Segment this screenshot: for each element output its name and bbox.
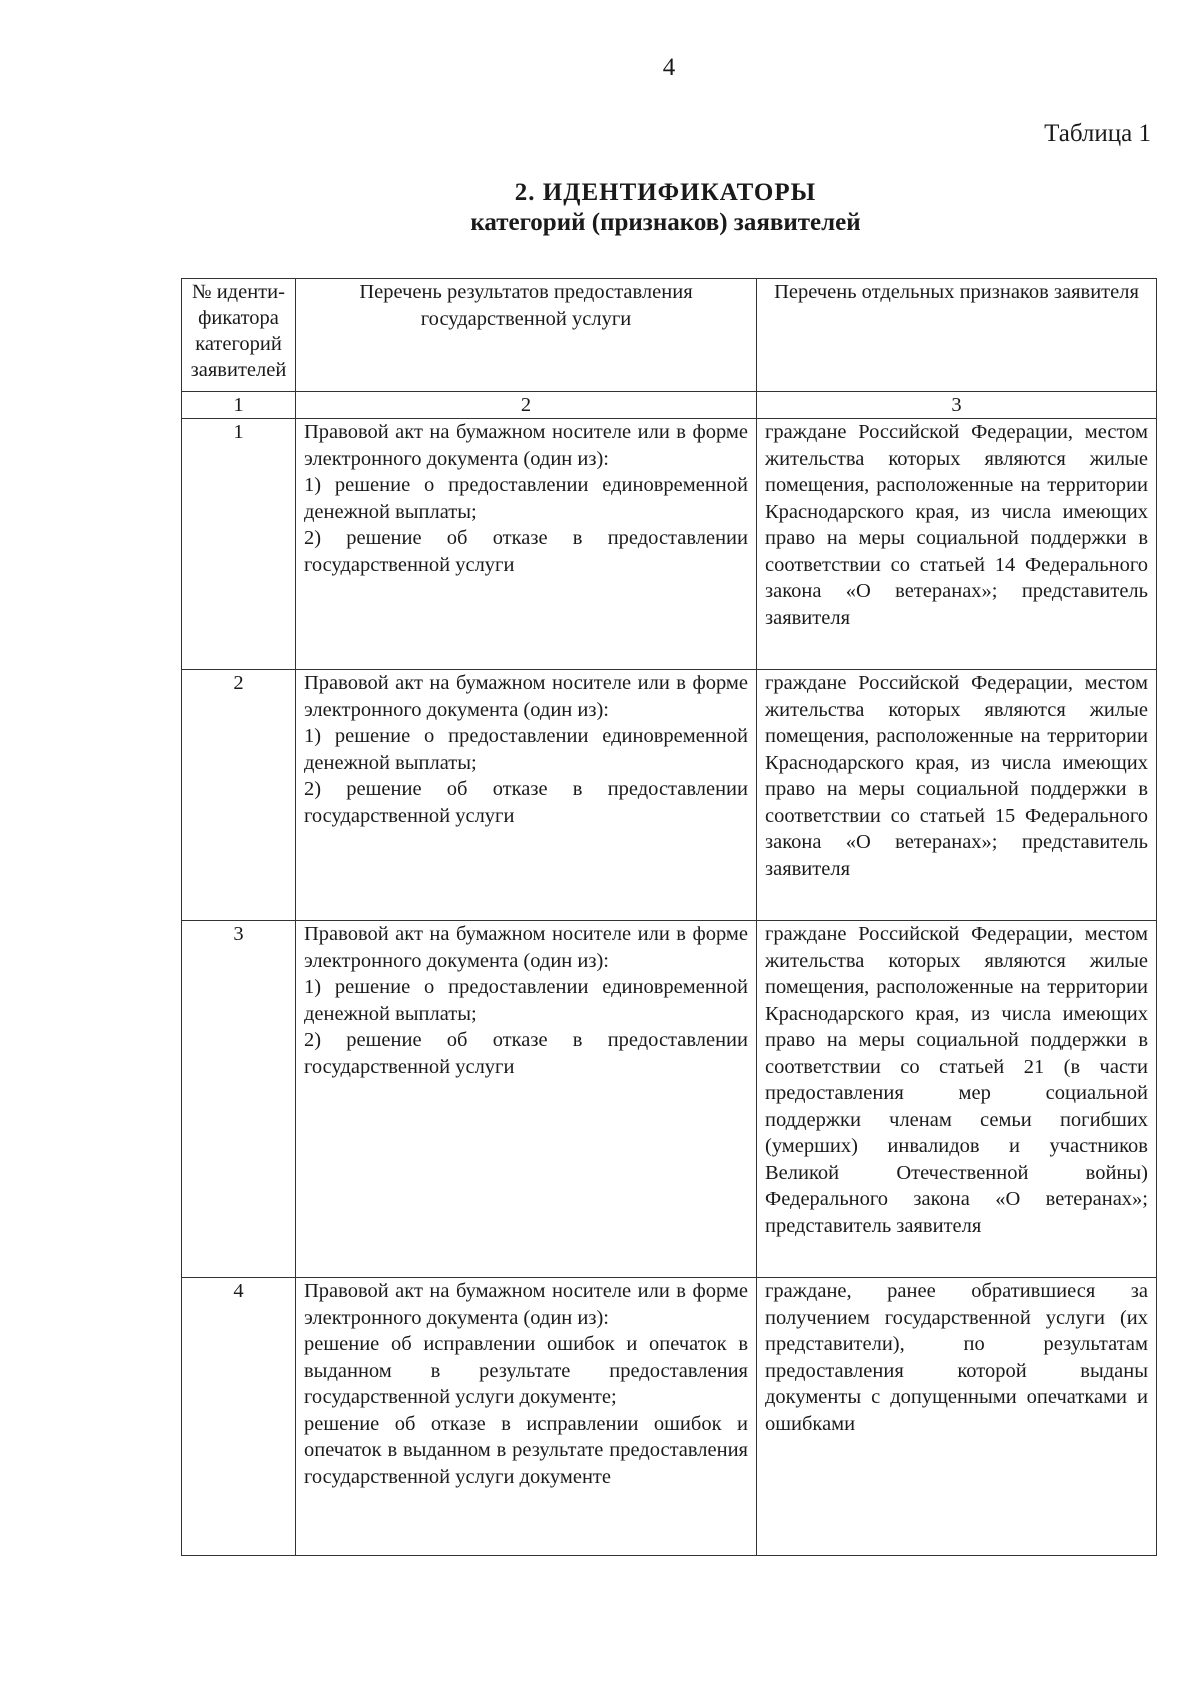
column-numbers-row	[182, 392, 1157, 419]
column-number: 3	[757, 392, 1157, 419]
row-features: граждане Российской Федерации, местом жительства которых являются жилые помещения, расположенные на территории Краснодарского края, из числа имеющих право на меры социальной поддержки в соответствии со статьей 21 (в части предоставления мер социальной поддержки членам семьи погибших (умерших) инвалидов и участников Великой Отечественной войны) Федерального закона «О ветеранах»; представитель заявителя	[757, 921, 1157, 1278]
results-item: 1) решение о предоставлении единовременной денежной выплаты;	[304, 725, 748, 774]
document-title	[400, 178, 931, 238]
results-item: 1) решение о предоставлении единовременной денежной выплаты;	[304, 474, 748, 523]
results-item: решение об отказе в исправлении ошибок и опечаток в выданном в результате предоставления государственной услуги документе	[304, 1412, 748, 1488]
results-item: 2) решение об отказе в предоставлении государственной услуги	[304, 527, 748, 576]
column-number: 1	[182, 392, 296, 419]
row-results	[296, 419, 757, 670]
identifiers-table	[181, 278, 1157, 1556]
table-label: Таблица 1	[1044, 120, 1151, 147]
title-line-1: 2. ИДЕНТИФИКАТОРЫ	[514, 179, 817, 206]
row-features: граждане, ранее обратившиеся за получением государственной услуги (их представители), по результатам предоставления которой выданы документы с допущенными опечатками и ошибками	[757, 1278, 1157, 1556]
table-row	[182, 419, 1157, 670]
row-results	[296, 1278, 757, 1556]
results-item: Правовой акт на бумажном носителе или в форме электронного документа (один из):	[304, 672, 748, 721]
table-row	[182, 1278, 1157, 1556]
table-row	[182, 670, 1157, 921]
results-item: 2) решение об отказе в предоставлении государственной услуги	[304, 778, 748, 827]
column-number: 2	[296, 392, 757, 419]
results-item: Правовой акт на бумажном носителе или в форме электронного документа (один из):	[304, 421, 748, 470]
results-item: 2) решение об отказе в предоставлении государственной услуги	[304, 1029, 748, 1078]
row-results	[296, 670, 757, 921]
row-id: 3	[182, 921, 296, 1278]
results-item: 1) решение о предоставлении единовременной денежной выплаты;	[304, 976, 748, 1025]
row-id: 1	[182, 419, 296, 670]
results-item: Правовой акт на бумажном носителе или в форме электронного документа (один из):	[304, 1280, 748, 1329]
row-features: граждане Российской Федерации, местом жительства которых являются жилые помещения, расположенные на территории Краснодарского края, из числа имеющих право на меры социальной поддержки в соответствии со статьей 14 Федерального закона «О ветеранах»; представитель заявителя	[757, 419, 1157, 670]
header-features-column: Перечень отдельных признаков заявителя	[757, 279, 1157, 392]
header-id-column: № иденти-фикатора категорий заявителей	[182, 279, 296, 392]
results-item: решение об исправлении ошибок и опечаток в выданном в результате предоставления государственной услуги документе;	[304, 1333, 748, 1408]
row-features: граждане Российской Федерации, местом жительства которых являются жилые помещения, расположенные на территории Краснодарского края, из числа имеющих право на меры социальной поддержки в соответствии со статьей 15 Федерального закона «О ветеранах»; представитель заявителя	[757, 670, 1157, 921]
page-number: 4	[662, 54, 676, 81]
title-line-2: категорий (признаков) заявителей	[470, 209, 861, 236]
row-results	[296, 921, 757, 1278]
table-header-row	[182, 279, 1157, 392]
header-results-column: Перечень результатов предоставления государственной услуги	[296, 279, 757, 392]
row-id: 2	[182, 670, 296, 921]
table-row	[182, 921, 1157, 1278]
results-item: Правовой акт на бумажном носителе или в форме электронного документа (один из):	[304, 923, 748, 972]
row-id: 4	[182, 1278, 296, 1556]
